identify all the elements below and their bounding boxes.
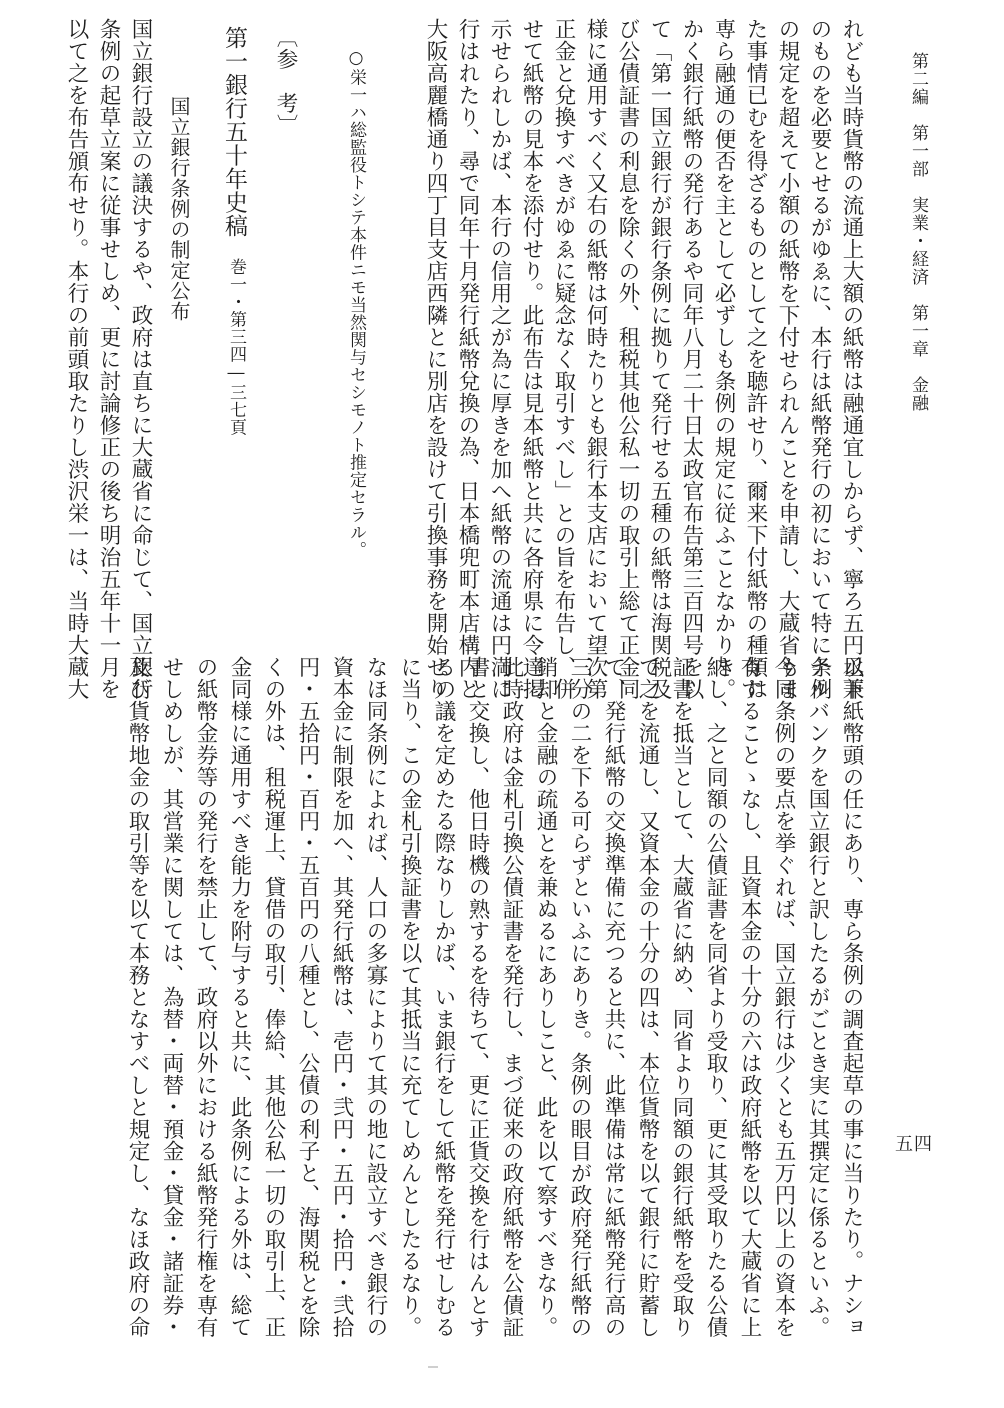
text-column: かく銀行紙幣の発行あるや同年八月二十日太政官布告第三百四号を以	[679, 18, 704, 700]
text-column: せしめしが、其営業に関しては、為替・両替・預金・貸金・諸証券・	[159, 656, 184, 1338]
text-column: 金同様に通用すべき能力を附与すると共に、此条例による外は、総て	[227, 656, 252, 1338]
text-column: せて紙幣の見本を添付せり。此布告は見本紙幣と共に各府県に令達掲	[519, 18, 544, 700]
text-column: るの議を定めたる際なりしかば、いま銀行をして紙幣を発行せしむる	[431, 656, 456, 1338]
text-column: 今同条例の要点を挙ぐれば、国立銀行は少くとも五万円以上の資本を	[771, 656, 796, 1338]
text-column: 書と交換し、他日時機の熟するを待ちて、更に正貨交換を行はんとす	[465, 656, 490, 1338]
text-column: 大阪高麗橋通り四丁目支店西隣とに別店を設けて引換事務を開始せり	[423, 18, 448, 700]
text-column: 様に通用すべく又右の紙幣は何時たりとも銀行本支店において望次第	[583, 18, 608, 700]
text-column: くの外は、租税運上、貸借の取引、俸給、其他公私一切の取引上、正	[261, 656, 286, 1338]
text-column: の紙幣金券等の発行を禁止して、政府以外における紙幣発行権を専有	[193, 656, 218, 1338]
text-column: 正金と兌換すべきがゆゑに疑念なく取引すべし」との旨を布告し、併	[551, 18, 576, 700]
text-column: 示せられしかば、本行の信用之が為に厚きを加へ紙幣の流通は円満に	[487, 18, 512, 700]
editorial-note: ○栄一ハ総監役トシテ本件ニモ当然関与セシモノト推定セラル。	[346, 48, 366, 559]
text-column: 此時政府は金札引換公債証書を発行し、まづ従来の政府紙幣を公債証	[499, 656, 524, 1338]
text-column: 資本金に制限を加へ、其発行紙幣は、壱円・弐円・五円・拾円・弐拾	[329, 656, 354, 1338]
text-column: ナルバンクを国立銀行と訳したるがごとき実に其撰定に係るといふ。	[805, 656, 830, 1338]
text-column: 円・五拾円・百円・五百円の八種とし、公債の利子と、海関税とを除	[295, 656, 320, 1338]
text-column: の規定を超えて小額の紙幣を下付せられんことを申請し、大蔵省もま	[775, 18, 800, 700]
text-column: 銷却と金融の疏通とを兼ぬるにありしこと、此を以て察すべきなり。	[533, 656, 558, 1338]
text-column: び公債証書の利息を除くの外、租税其他公私一切の取引上総て正金同	[615, 18, 640, 700]
text-column: 三分の二を下る可らずといふにありき。条例の眼目が政府発行紙幣の	[567, 656, 592, 1338]
text-column: 証書を抵当として、大蔵省に納め、同省より同額の銀行紙幣を受取り	[669, 656, 694, 1338]
text-column: 及び貨幣地金の取引等を以て本務となすべしと規定し、なほ政府の命	[125, 656, 150, 1338]
text-column: 行はれたり、尋で同年十月発行紙幣兌換の為、日本橋兜町本店構内と	[455, 18, 480, 700]
running-head: 第二編 第一部 実業・経済 第一章 金融	[908, 52, 928, 412]
text-column: て「第一国立銀行が銀行条例に拠りて発行せる五種の紙幣は海関税及	[647, 18, 672, 700]
text-column: 国立銀行設立の議決するや、政府は直ちに大蔵省に命じて、国立銀行	[128, 18, 153, 700]
text-column: れども当時貨幣の流通上大額の紙幣は融通宜しからず、寧ろ五円以下	[839, 18, 864, 700]
source-title: 第一銀行五十年史稿	[221, 26, 247, 238]
text-column: 納し、之と同額の公債証書を同省より受取り、更に其受取りたる公債	[703, 656, 728, 1338]
print-smudge	[428, 1366, 438, 1368]
text-column: て之を流通し、又資本金の十分の四は、本位貨幣を以て銀行に貯蓄し	[635, 656, 660, 1338]
text-column: 専ら融通の便否を主として必ずしも条例の規定に従ふことなかりき。	[711, 18, 736, 700]
text-column: 有することゝなし、且資本金の十分の六は政府紙幣を以て大蔵省に上	[737, 656, 762, 1338]
source-reference: 巻一・第三四―三七頁	[226, 258, 246, 436]
text-column: のものを必要とせるがゆゑに、本行は紙幣発行の初において特に条例	[807, 18, 832, 700]
text-column: て、発行紙幣の交換準備に充つると共に、此準備は常に紙幣発行高の	[601, 656, 626, 1338]
section-subheading: 国立銀行条例の制定公布	[167, 96, 191, 322]
sankou-heading: 〔参 考〕	[273, 26, 298, 136]
text-column: なほ同条例によれば、人口の多寡によりて其の地に設立すべき銀行の	[363, 656, 388, 1338]
text-column: 条例の起草立案に従事せしめ、更に討論修正の後ち明治五年十一月を	[96, 18, 121, 700]
page-number: 五四	[895, 1134, 933, 1155]
text-column: 以て之を布告頒布せり。本行の前頭取たりし渋沢栄一は、当時大蔵大	[64, 18, 89, 700]
text-column: 丞兼紙幣頭の任にあり、専ら条例の調査起草の事に当りたり。ナショ	[839, 656, 864, 1338]
text-column: た事情已むを得ざるものとして之を聴許せり、爾来下付紙幣の種類は	[743, 18, 768, 700]
text-column: に当り、この金札引換証書を以て其抵当に充てしめんとしたるなり。	[397, 656, 422, 1338]
